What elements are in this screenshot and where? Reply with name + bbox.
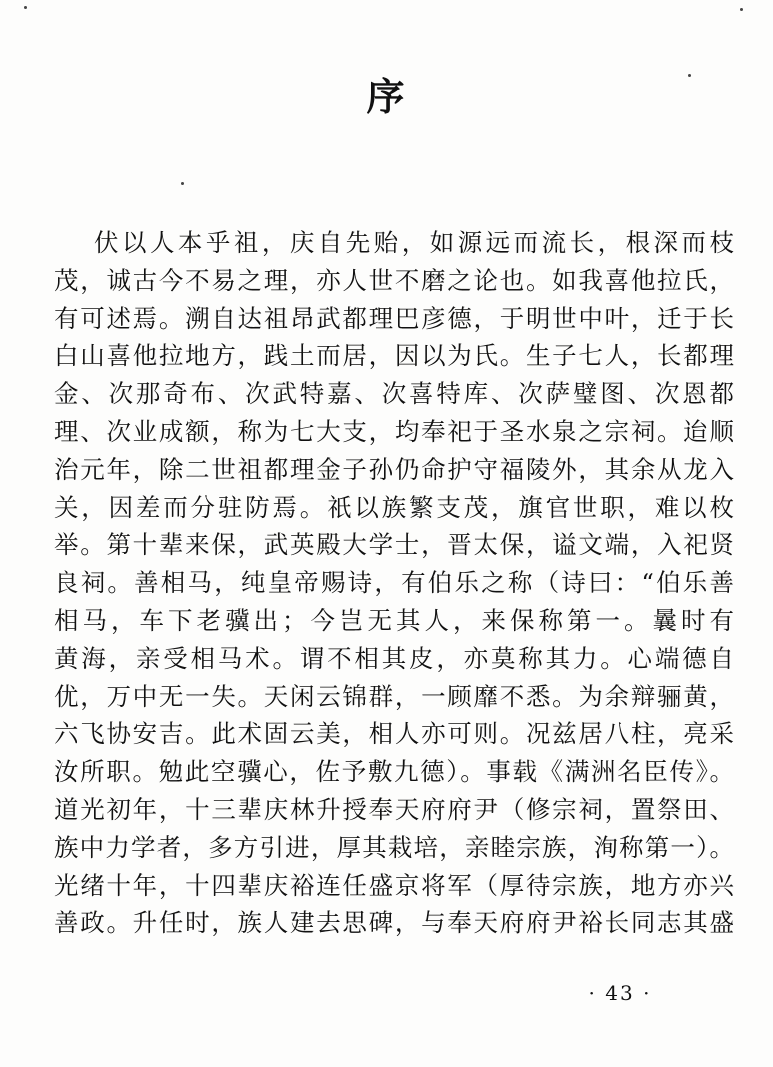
text-line: 有可述焉。溯自达祖昂武都理巴彦德，于明世中叶，迁于长 — [54, 303, 734, 333]
text-line: 光绪十年，十四辈庆裕连任盛京将军（厚待宗族，地方亦兴 — [54, 870, 734, 900]
text-line: 关，因差而分驻防焉。祇以族繁支茂，旗官世职，难以枚 — [54, 492, 734, 522]
text-line: 黄海，亲受相马术。谓不相其皮，亦莫称其力。心端德自 — [54, 643, 734, 673]
scan-speck — [181, 182, 184, 185]
scan-speck — [740, 8, 743, 11]
scan-speck — [24, 6, 27, 9]
text-line: 良祠。善相马，纯皇帝赐诗，有伯乐之称（诗曰：“伯乐善 — [54, 568, 734, 598]
page-number: · 43 · — [588, 981, 652, 1005]
text-line: 伏以人本乎祖，庆自先贻，如源远而流长，根深而枝 — [94, 228, 734, 257]
page-title: 序 — [366, 74, 407, 119]
scan-speck — [688, 74, 691, 77]
text-line: 六飞协安吉。此术固云美，相人亦可则。况兹居八柱，亮采 — [54, 719, 734, 749]
text-line: 优，万中无一失。天闲云锦群，一顾靡不悉。为余辩骊黄， — [54, 681, 734, 711]
text-line: 金、次那奇布、次武特嘉、次喜特库、次萨璧图、次恩都 — [54, 379, 734, 409]
text-line: 族中力学者，多方引进，厚其栽培，亲睦宗族，洵称第一）。 — [54, 832, 734, 862]
text-line: 白山喜他拉地方，践土而居，因以为氏。生子七人，长都理 — [54, 341, 734, 371]
text-line: 相马，车下老骥出；今岂无其人，来保称第一。曩时有 — [54, 605, 734, 635]
preface-body — [54, 224, 734, 942]
text-line: 理、次业成额，称为七大支，均奉祀于圣水泉之宗祠。迨顺 — [54, 416, 734, 446]
text-line: 茂，诚古今不易之理，亦人世不磨之论也。如我喜他拉氏， — [54, 265, 734, 295]
text-line: 善政。升任时，族人建去思碑，与奉天府府尹裕长同志其盛 — [54, 908, 734, 938]
text-line: 汝所职。勉此空骥心，佐予敷九德）。事载《满洲名臣传》。 — [54, 757, 734, 787]
text-line: 举。第十辈来保，武英殿大学士，晋太保，谥文端，入祀贤 — [54, 530, 734, 560]
text-line: 治元年，除二世祖都理金子孙仍命护守福陵外，其余从龙入 — [54, 454, 734, 484]
text-line: 道光初年，十三辈庆林升授奉天府府尹（修宗祠，置祭田、 — [54, 794, 734, 824]
